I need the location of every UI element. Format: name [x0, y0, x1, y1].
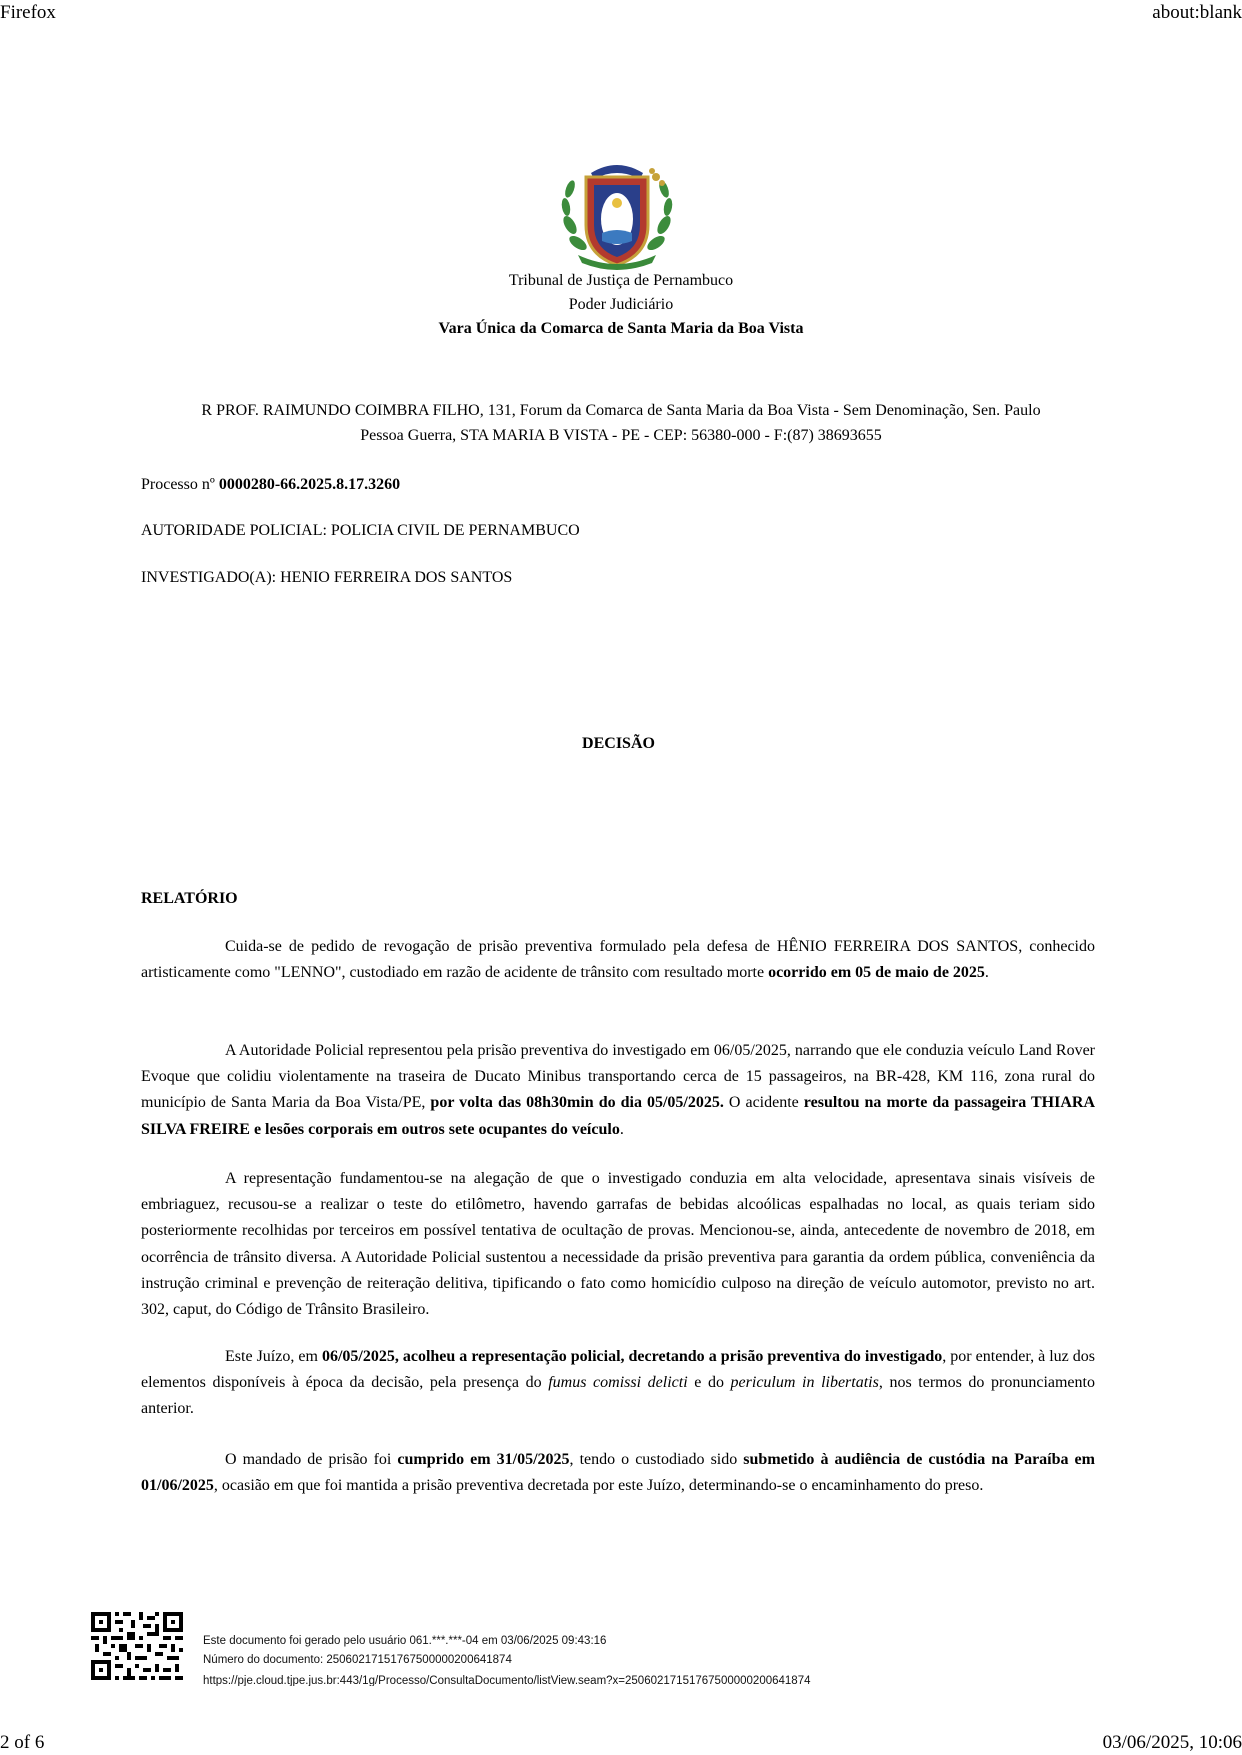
process-number: 0000280-66.2025.8.17.3260 [218, 476, 401, 493]
document-number-text: Número do documento: 25060217151767500000200641874 [203, 1654, 512, 1666]
generated-by-text: Este documento foi gerado pelo usuário 061.***.***-04 em 03/06/2025 09:43:16 [203, 1635, 607, 1647]
p4-bold: 06/05/2025, acolheu a representação policial, decretando a prisão preventiva do investigado [321, 1348, 943, 1365]
p5-text-2: , tendo o custodiado sido [569, 1451, 744, 1468]
p1-bold: ocorrido em 05 de maio de 2025 [768, 964, 985, 982]
court-unit: Vara Única da Comarca de Santa Maria da Boa Vista [438, 320, 804, 337]
process-label: Processo nº [141, 476, 219, 493]
paragraph-1 [141, 934, 1095, 986]
print-datetime: 03/06/2025, 10:06 [1102, 1732, 1242, 1753]
p4-latin-1: fumus comissi delicti [548, 1374, 688, 1392]
p4-text-3: e do [687, 1374, 731, 1392]
p2-bold-time: por volta das 08h30min do dia 05/05/2025. [430, 1094, 724, 1112]
document-url-clip [190, 1672, 890, 1686]
report-heading: RELATÓRIO [141, 890, 238, 907]
p2-text: A Autoridade Policial representou pela prisão preventiva do investigado em 06/05/2025, narrando que ele conduzia veículo Land Rover Evoque que colidiu violentamente na traseira de Ducato Minibus transportando cerca de 15 passageiros, na BR-428, KM 116, zona rural do município de Santa Maria da Boa Vista/PE, [141, 1042, 1095, 1112]
branch-name: Poder Judiciário [568, 296, 674, 313]
p1-text: Cuida-se de pedido de revogação de prisão preventiva formulado pela defesa de HÊNIO FERREIRA DOS SANTOS, conhecido artisticamente como "LENNO", custodiado em razão de acidente de trânsito com resultado morte [141, 938, 1095, 982]
court-address [140, 398, 1102, 448]
police-authority-field: AUTORIDADE POLICIAL: POLICIA CIVIL DE PERNAMBUCO [141, 522, 580, 539]
decision-title: DECISÃO [582, 735, 655, 752]
address-line-1: R PROF. RAIMUNDO COIMBRA FILHO, 131, Forum da Comarca de Santa Maria da Boa Vista - Sem Denominação, Sen. Paulo [201, 402, 1041, 419]
document-url-text: https://pje.cloud.tjpe.jus.br:443/1g/Processo/ConsultaDocumento/listView.seam?x=25060217151767500000200641874 [203, 1675, 811, 1686]
paragraph-2 [141, 1038, 1095, 1143]
p2-text-2: O acidente [723, 1094, 804, 1112]
p4-latin-2: periculum in libertatis [730, 1374, 879, 1392]
pernambuco-coat-of-arms-logo [556, 155, 678, 275]
paragraph-4 [141, 1344, 1095, 1423]
paragraph-3 [141, 1166, 1095, 1323]
p5-end: , ocasião em que foi mantida a prisão preventiva decretada por este Juízo, determinando-se o encaminhamento do preso. [213, 1477, 984, 1495]
browser-app-name: Firefox [0, 2, 56, 23]
qr-code-icon [91, 1612, 183, 1680]
p1-end: . [984, 964, 989, 982]
p5-bold-2: submetido à audiência de custódia na Paraíba em 01/06/2025 [141, 1451, 1095, 1495]
browser-url: about:blank [1152, 2, 1242, 23]
address-line-2: Pessoa Guerra, STA MARIA B VISTA - PE - CEP: 56380-000 - F:(87) 38693655 [360, 427, 882, 444]
p2-bold-outcome: resultou na morte da passageira THIARA SILVA FREIRE e lesões corporais em outros sete ocupantes do veículo [141, 1094, 1095, 1138]
p4-text-2: , por entender, à luz dos elementos disponíveis à época da decisão, pela presença do [141, 1348, 1096, 1392]
paragraph-5 [141, 1447, 1095, 1499]
p4-text: Este Juízo, em [225, 1348, 322, 1365]
p2-end: . [619, 1120, 624, 1138]
investigated-field: INVESTIGADO(A): HENIO FERREIRA DOS SANTOS [141, 569, 513, 586]
p5-text: O mandado de prisão foi [225, 1451, 398, 1468]
page-indicator: 2 of 6 [0, 1732, 45, 1753]
p5-bold-1: cumprido em 31/05/2025 [397, 1451, 570, 1468]
p3-text: A representação fundamentou-se na alegação de que o investigado conduzia em alta velocidade, apresentava sinais visíveis de embriaguez, recusou-se a realizar o teste do etilômetro, havendo garrafas de bebidas alcoólicas espalhadas no local, as quais teriam sido posteriormente recolhidas por terceiros em possível tentativa de ocultação de provas. Mencionou-se, ainda, antecedente de novembro de 2018, em ocorrência de trânsito diversa. A Autoridade Policial sustentou a necessidade da prisão preventiva para garantia da ordem pública, conveniência da instrução criminal e prevenção de reiteração delitiva, tipificando o fato como homicídio culposo na direção de veículo automotor, previsto no art. 302, caput, do Código de Trânsito Brasileiro. [141, 1170, 1095, 1319]
p4-end: , nos termos do pronunciamento anterior. [141, 1374, 1095, 1418]
court-name: Tribunal de Justiça de Pernambuco [508, 272, 734, 289]
process-number-field [141, 474, 400, 496]
